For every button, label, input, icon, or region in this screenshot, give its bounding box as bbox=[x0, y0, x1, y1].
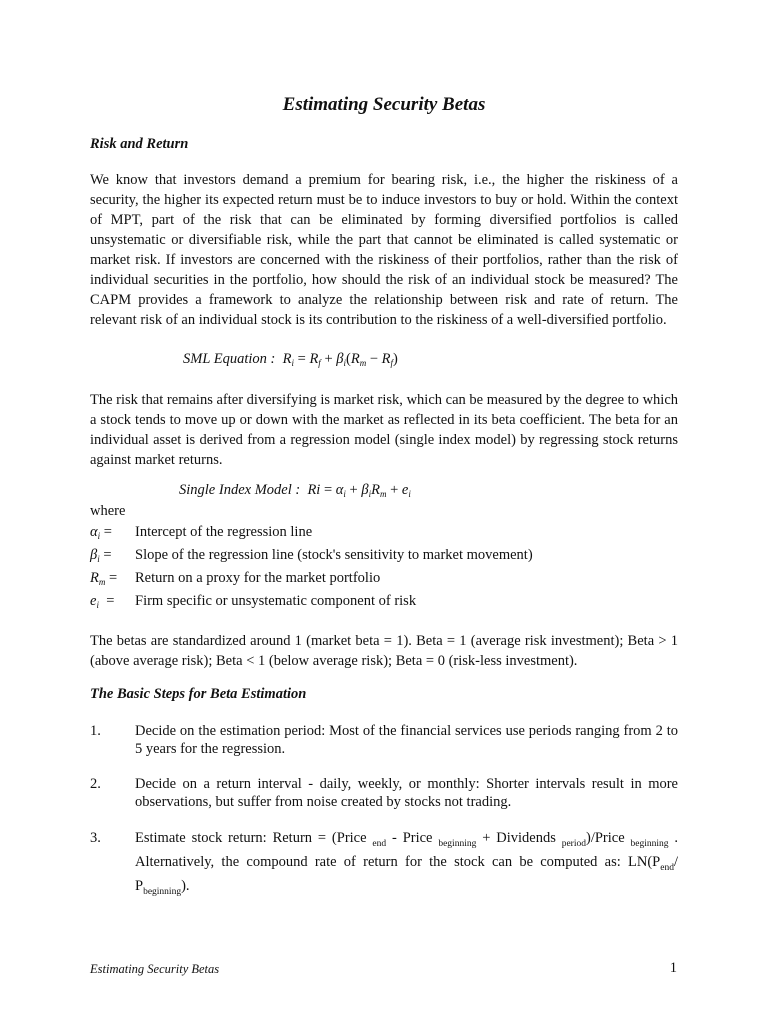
step-text: Decide on the estimation period: Most of the financial services use periods ranging from 2 to 5 years for the regression. bbox=[135, 723, 678, 757]
page-number: 1 bbox=[669, 960, 677, 976]
footer-title: Estimating Security Betas bbox=[90, 962, 220, 976]
definition-symbol: $e_i$ = bbox=[90, 593, 115, 610]
definition-text: Return on a proxy for the market portfolio bbox=[135, 570, 381, 586]
definition-symbol: $R_m$ = bbox=[90, 570, 118, 587]
sml-equation-formula: $R_i = R_f + \beta_i(R_m - R_f)$ bbox=[279, 351, 398, 368]
single-index-model-equation bbox=[179, 482, 411, 499]
paragraph-market-risk: The risk that remains after diversifying is market risk, which can be measured by the degree to which a stock tends to move up or down with the market as reflected in its beta coefficient. The beta for an individual asset is derived from a regression model (single index model) by regressing stock returns against market returns. bbox=[90, 392, 678, 468]
paragraph-beta-standardization: The betas are standardized around 1 (market beta = 1). Beta = 1 (average risk investment); Beta > 1 (above average risk); Beta < 1 (below average risk); Beta = 0 (risk-less investment). bbox=[90, 633, 678, 669]
document-title: Estimating Security Betas bbox=[282, 94, 486, 115]
definition-alpha bbox=[90, 524, 690, 546]
step-text: Decide on a return interval - daily, weekly, or monthly: Shorter intervals result in more observations, but suffer from noise created by stocks not trading. bbox=[135, 776, 678, 810]
definition-beta bbox=[90, 547, 690, 569]
section-heading-basic-steps: The Basic Steps for Beta Estimation bbox=[90, 686, 307, 702]
sml-equation bbox=[183, 351, 398, 368]
definition-error bbox=[90, 593, 690, 615]
step-number: 2. bbox=[90, 776, 101, 792]
where-label: where bbox=[90, 503, 126, 519]
sml-equation-label: SML Equation : bbox=[183, 351, 276, 367]
definition-rm bbox=[90, 570, 690, 592]
paragraph-risk-intro: We know that investors demand a premium for bearing risk, i.e., the higher the riskiness of a security, the higher its expected return must be to induce investors to buy or hold. Within the context of MPT, part of the risk that can be eliminated by forming diversified portfolios is called unsystematic or diversifiable risk, while the part that cannot be eliminated is called systematic or market risk. If investors are concerned with the riskiness of their portfolios, rather than the risk of individual securities in the portfolio, how should the risk of an individual stock be measured? The CAPM provides a framework to analyze the relationship between risk and rate of return. The relevant risk of an individual stock is its contribution to the riskiness of a well-diversified portfolio. bbox=[90, 172, 678, 328]
section-heading-risk-and-return: Risk and Return bbox=[90, 136, 189, 152]
definition-symbol: $\beta_i$ = bbox=[90, 547, 112, 564]
definition-symbol: $\alpha_i$ = bbox=[90, 524, 112, 541]
step-number: 1. bbox=[90, 723, 101, 739]
definition-text: Firm specific or unsystematic component of risk bbox=[135, 593, 417, 609]
single-index-model-label: Single Index Model : bbox=[179, 482, 301, 498]
definition-text: Slope of the regression line (stock's sensitivity to market movement) bbox=[135, 547, 533, 563]
definition-text: Intercept of the regression line bbox=[135, 524, 313, 540]
single-index-model-formula: $Ri = \alpha_i + \beta_iR_m + e_i$ bbox=[303, 482, 411, 499]
step-number: 3. bbox=[90, 830, 101, 846]
step-text: Estimate stock return: Return = (Price $_{end}$ - Price $_{beginning}$ + Dividends $_{period}$)/Price $_{beginning}$ . Alternatively, the compound rate of return for the stock can be computed as: $LN(P_{end}/$ $P_{beginning}$). bbox=[135, 830, 678, 897]
